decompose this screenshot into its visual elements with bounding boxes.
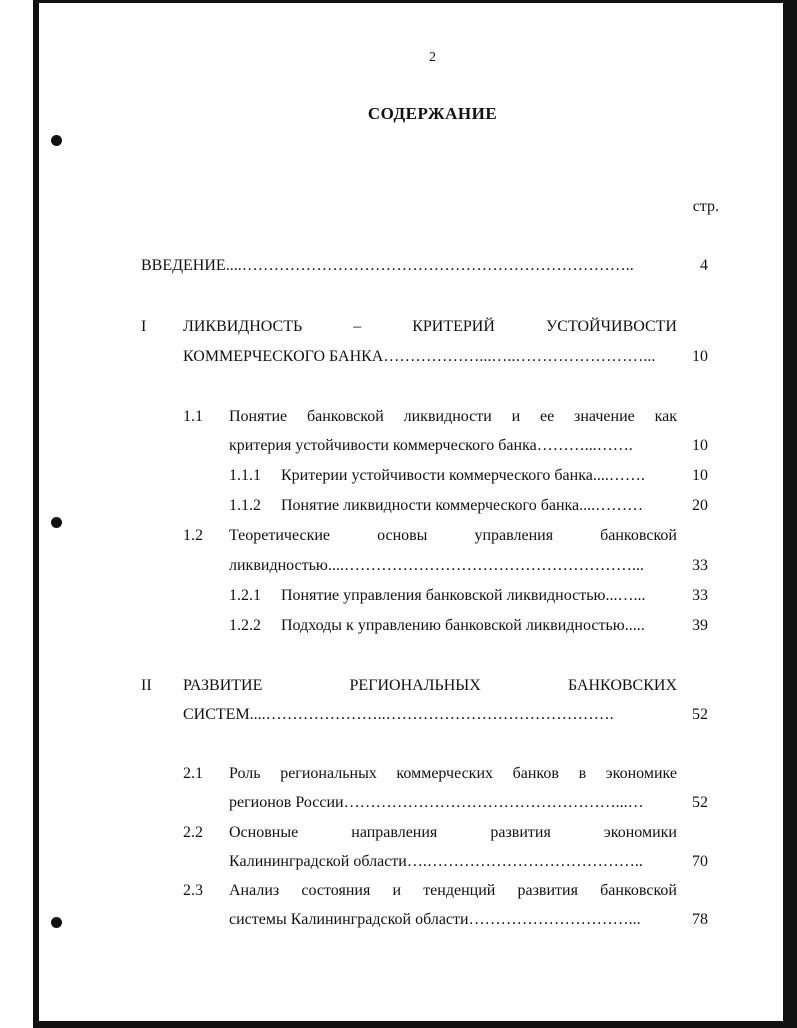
scan-border-right xyxy=(783,0,797,1028)
toc-section-title-line xyxy=(229,435,633,457)
toc-word: экономике xyxy=(605,765,677,782)
toc-subsection-number: 1.1.1 xyxy=(229,467,261,484)
toc-leader-dots: …………………………... xyxy=(468,911,641,928)
toc-section-number: 2.3 xyxy=(183,882,203,899)
toc-word: Теоретические xyxy=(229,527,331,544)
toc-word: Роль xyxy=(229,765,261,782)
toc-word: БАНКОВСКИХ xyxy=(567,677,677,694)
toc-subsection-number: 1.1.2 xyxy=(229,497,261,514)
toc-word: банковской xyxy=(600,527,677,544)
toc-word: управления xyxy=(474,527,554,544)
toc-leader-dots: ………………...…..……………………... xyxy=(383,348,656,365)
toc-section-number: 1.1 xyxy=(183,408,203,425)
toc-word: экономики xyxy=(603,824,677,841)
toc-section-number: 2.2 xyxy=(183,824,203,841)
scan-border-top xyxy=(33,0,797,3)
toc-section-title-line xyxy=(229,763,677,785)
toc-page-number: 70 xyxy=(692,853,708,870)
toc-section-title-line xyxy=(229,406,677,428)
toc-leader-dots: ....……. xyxy=(592,467,645,484)
toc-word: и xyxy=(392,882,402,899)
toc-subsection-number: 1.2.2 xyxy=(229,617,261,634)
toc-leader-dots: ....…………………..……………………………………. xyxy=(249,706,614,723)
toc-word: и xyxy=(511,408,521,425)
toc-word: ее xyxy=(540,408,555,425)
toc-subsection-title xyxy=(281,495,643,517)
toc-word: основы xyxy=(377,527,428,544)
toc-entry-text: КОММЕРЧЕСКОГО БАНКА xyxy=(183,348,384,365)
toc-leader-dots: ....……… xyxy=(579,497,644,514)
toc-entry-text: критерия устойчивости коммерческого банка xyxy=(229,437,537,454)
toc-page-number: 10 xyxy=(692,437,708,454)
toc-entry-text: ликвидностью xyxy=(229,557,328,574)
toc-word: – xyxy=(353,318,362,335)
toc-entry-text: Калининградской области xyxy=(229,853,407,870)
toc-section-title-line xyxy=(229,525,677,547)
toc-section-title-line xyxy=(229,851,643,873)
toc-chapter-title-line xyxy=(183,316,677,338)
toc-word: УСТОЙЧИВОСТИ xyxy=(545,318,677,335)
toc-word: Понятие xyxy=(229,408,288,425)
page-title: СОДЕРЖАНИЕ xyxy=(367,104,498,123)
toc-leader-dots: ....……………………………………………………………….. xyxy=(225,257,634,274)
toc-word: направления xyxy=(351,824,438,841)
toc-section-title-line xyxy=(229,555,644,577)
toc-word: ЛИКВИДНОСТЬ xyxy=(183,318,303,335)
binding-hole-mark xyxy=(51,135,62,146)
toc-entry-text: Понятие ликвидности коммерческого банка xyxy=(281,497,580,514)
toc-section-title-line xyxy=(229,792,644,814)
toc-entry-text: СИСТЕМ xyxy=(183,706,250,723)
scan-border-left xyxy=(33,0,39,1028)
toc-entry-text: системы Калининградской области xyxy=(229,911,469,928)
toc-page-number: 20 xyxy=(692,497,708,514)
toc-section-number: 2.1 xyxy=(183,765,203,782)
toc-word: развития xyxy=(490,824,551,841)
toc-leader-dots: ….………………………………….. xyxy=(406,853,643,870)
toc-word: как xyxy=(654,408,677,425)
toc-section-number: 1.2 xyxy=(183,527,203,544)
toc-chapter-title-line xyxy=(183,675,677,697)
toc-subsection-title xyxy=(281,465,645,487)
toc-leader-dots: ……………………………………………...… xyxy=(343,794,644,811)
toc-word: ликвидности xyxy=(403,408,492,425)
toc-page-number: 78 xyxy=(692,911,708,928)
page-number: 2 xyxy=(429,50,436,65)
toc-page-number: 52 xyxy=(692,794,708,811)
toc-page-number: 39 xyxy=(692,617,708,634)
toc-entry-text: Критерии устойчивости коммерческого банка xyxy=(281,467,593,484)
toc-entry-text: Понятие управления банковской ликвидностью xyxy=(281,587,606,604)
toc-subsection-title xyxy=(281,585,645,607)
toc-section-title-line xyxy=(229,909,641,931)
toc-word: КРИТЕРИЙ xyxy=(412,318,495,335)
toc-word: Основные xyxy=(229,824,299,841)
toc-entry-intro xyxy=(141,255,677,277)
scan-border-bottom xyxy=(33,1021,797,1028)
toc-chapter-number: II xyxy=(141,677,152,694)
toc-word: состояния xyxy=(301,882,371,899)
toc-entry-text: регионов России xyxy=(229,794,344,811)
toc-page-number: 10 xyxy=(692,467,708,484)
toc-page-number: 10 xyxy=(692,348,708,365)
toc-word: региональных xyxy=(280,765,377,782)
toc-leader-dots: ………...……. xyxy=(536,437,633,454)
toc-word: в xyxy=(578,765,587,782)
toc-section-title-line xyxy=(229,822,677,844)
toc-word: банков xyxy=(512,765,559,782)
toc-page-number: 33 xyxy=(692,587,708,604)
toc-page-number: 4 xyxy=(700,257,708,274)
toc-word: коммерческих xyxy=(396,765,494,782)
toc-chapter-number: I xyxy=(141,318,147,335)
toc-section-title-line xyxy=(229,880,677,902)
toc-word: банковской xyxy=(600,882,677,899)
toc-word: значение xyxy=(574,408,635,425)
toc-word: тенденций xyxy=(423,882,496,899)
toc-word: РЕГИОНАЛЬНЫХ xyxy=(349,677,481,694)
toc-entry-text: ВВЕДЕНИЕ xyxy=(141,257,226,274)
toc-word: РАЗВИТИЕ xyxy=(183,677,263,694)
toc-word: развития xyxy=(517,882,578,899)
toc-subsection-number: 1.2.1 xyxy=(229,587,261,604)
toc-chapter-title-line xyxy=(183,704,614,726)
toc-leader-dots: ...…... xyxy=(605,587,646,604)
toc-page-number: 52 xyxy=(692,706,708,723)
toc-chapter-title-line xyxy=(183,346,655,368)
toc-leader-dots: ..... xyxy=(624,617,645,634)
toc-leader-dots: ....………………………………………………... xyxy=(327,557,644,574)
toc-entry-text: Подходы к управлению банковской ликвидностью xyxy=(281,617,625,634)
toc-word: банковской xyxy=(306,408,384,425)
toc-page-number: 33 xyxy=(692,557,708,574)
page-column-label: стр. xyxy=(692,198,719,215)
binding-hole-mark xyxy=(51,517,62,528)
binding-hole-mark xyxy=(51,917,62,928)
toc-subsection-title xyxy=(281,615,645,637)
toc-word: Анализ xyxy=(229,882,280,899)
